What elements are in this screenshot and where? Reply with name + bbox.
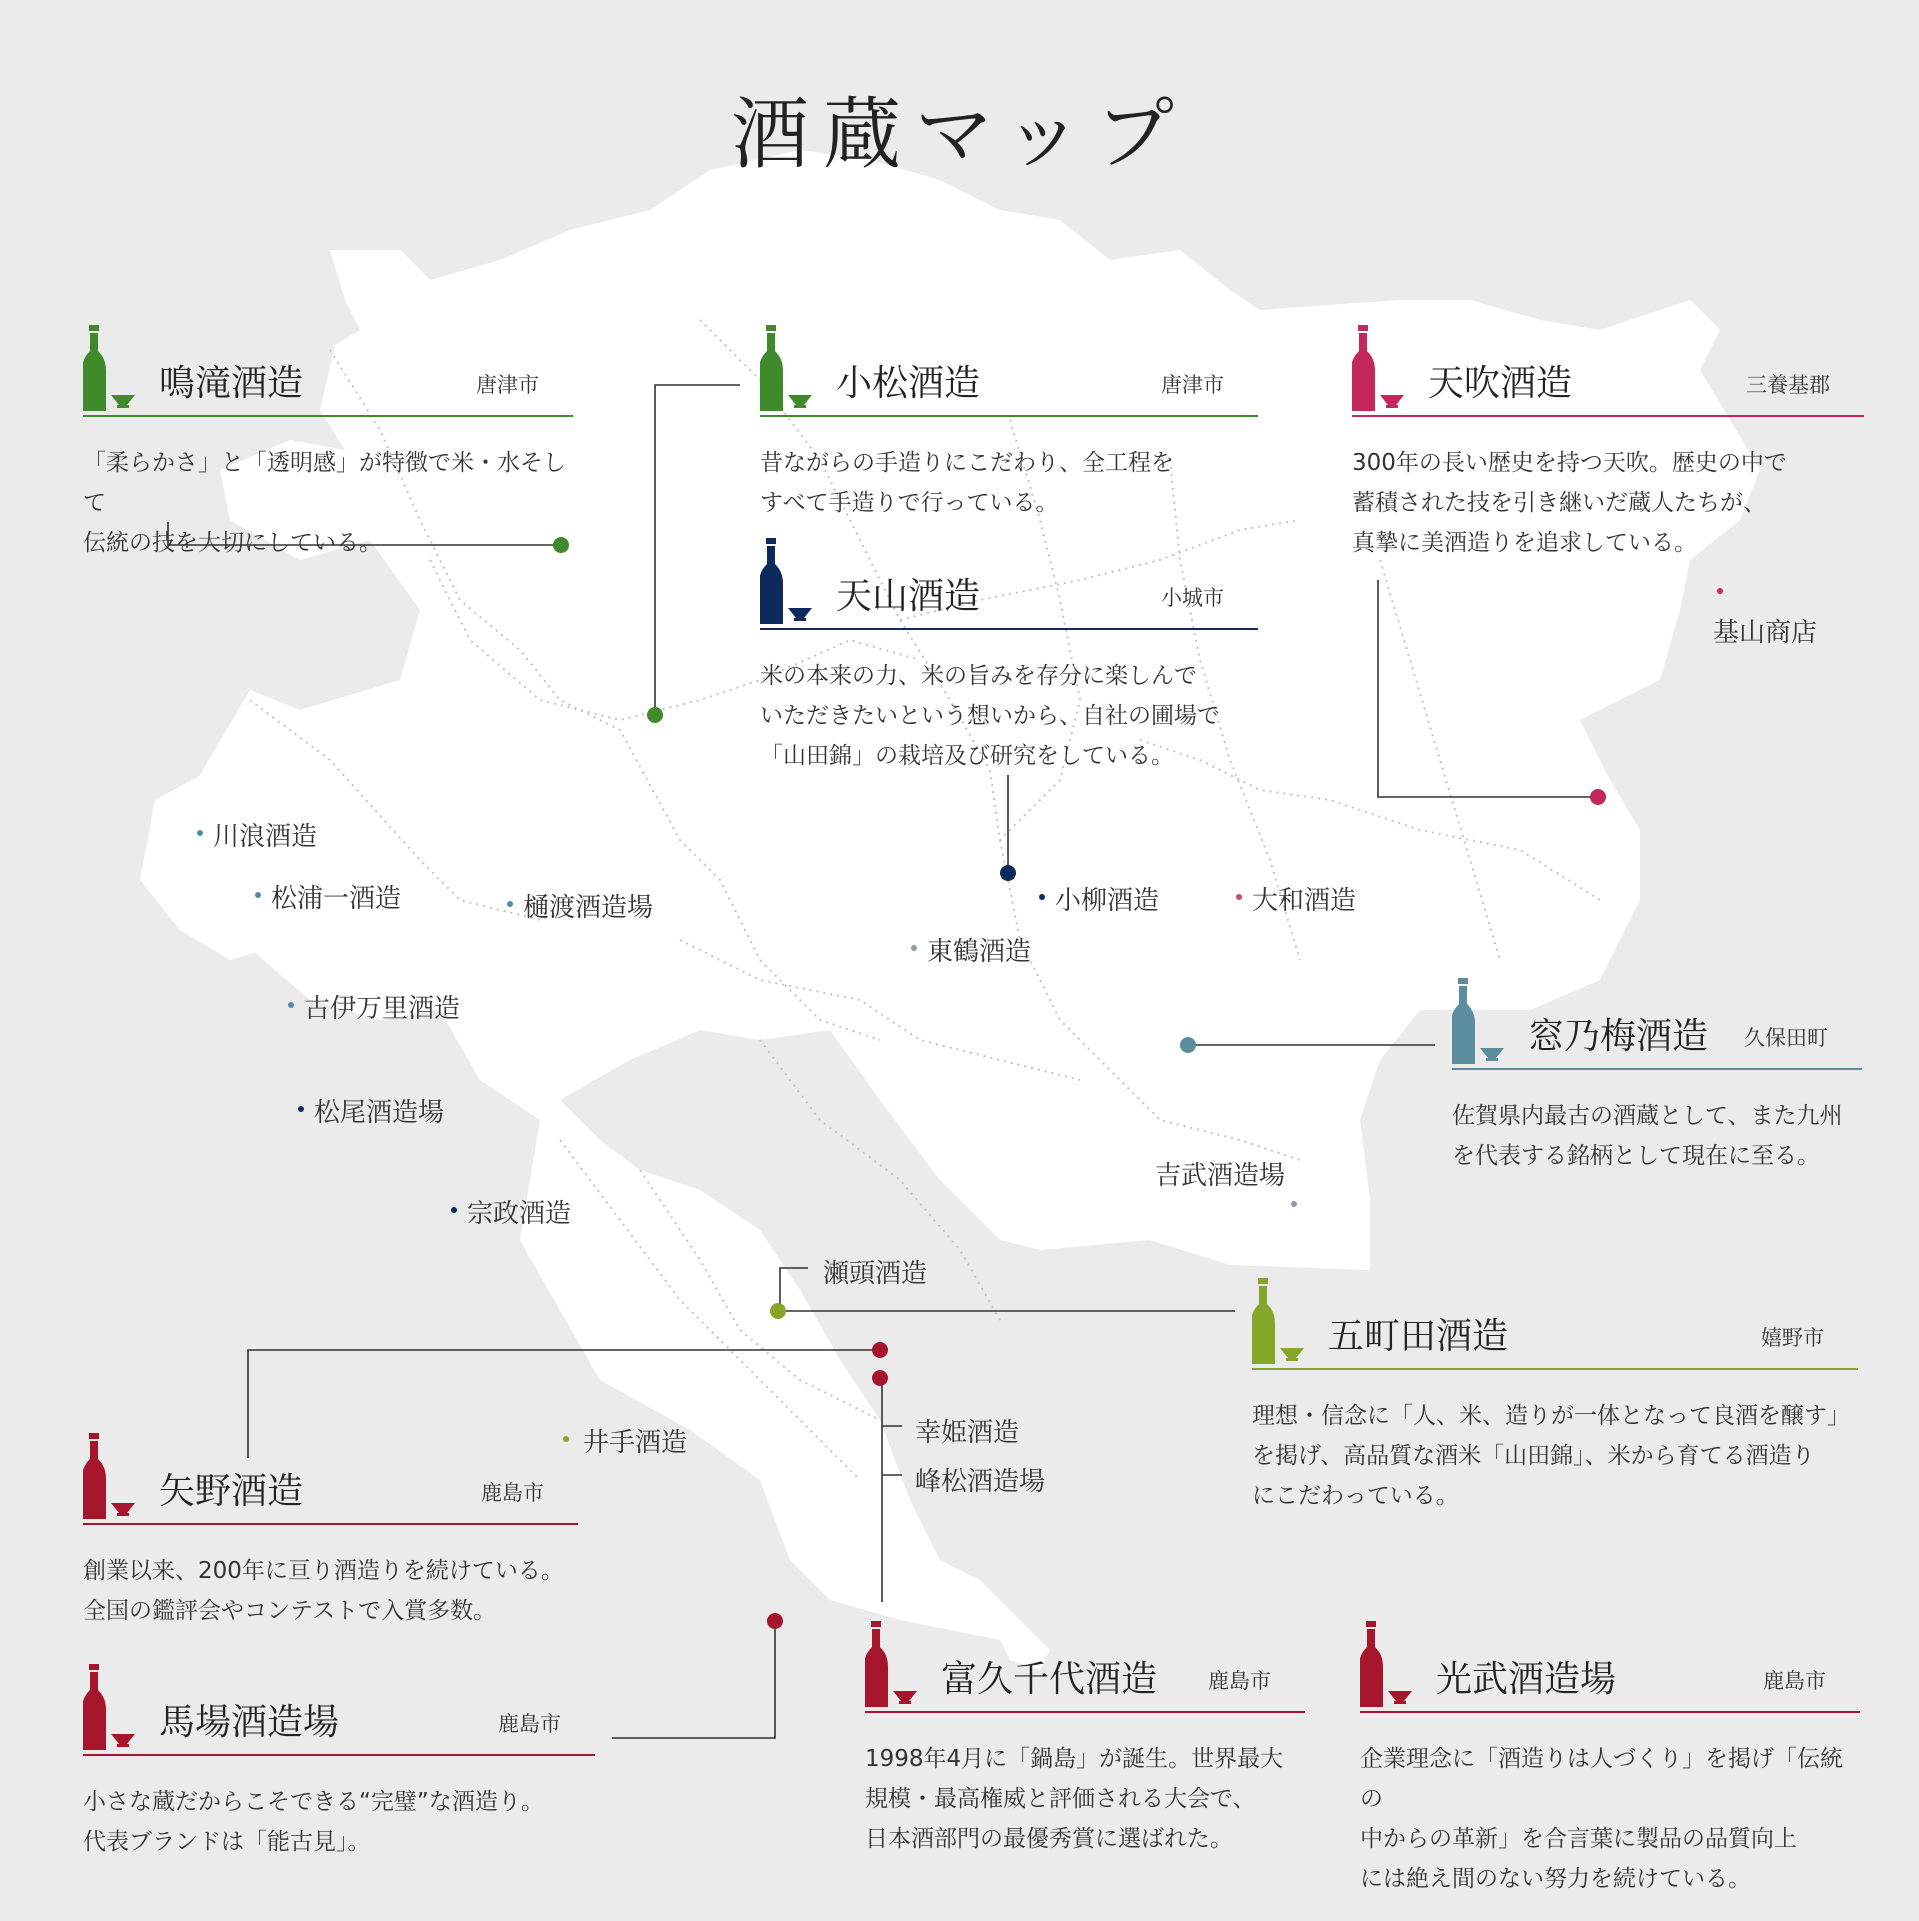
brewery-description: 300年の長い歴史を持つ天吹。歴史の中で 蓄積された技を引き継いだ蔵人たちが、 真摯に美酒造りを追求している。 xyxy=(1352,450,1787,556)
brewery-rule xyxy=(865,1711,1305,1713)
map-label-kawanami: 川浪酒造 xyxy=(213,816,317,853)
brewery-card-mitsutake xyxy=(1360,1621,1860,1899)
brewery-name: 天山酒造 xyxy=(836,576,981,617)
brewery-name: 馬場酒造場 xyxy=(159,1702,340,1743)
brewery-name: 小松酒造 xyxy=(836,363,981,404)
brewery-description: 小さな蔵だからこそできる“完璧”な酒造り。 代表ブランドは「能古見」。 xyxy=(83,1789,544,1855)
sake-bottle-icon xyxy=(865,1621,935,1715)
map-label-dot xyxy=(911,945,917,951)
map-label-dot xyxy=(1717,588,1723,594)
page-title: 酒蔵マップ xyxy=(731,90,1188,180)
sake-bottle-icon xyxy=(760,325,830,419)
brewery-card-narutaki xyxy=(83,325,573,563)
sake-bottle-icon xyxy=(1360,1621,1430,1715)
brewery-location: 小城市 xyxy=(1161,586,1224,610)
brewery-card-gochoda xyxy=(1252,1278,1858,1516)
brewery-location: 鹿島市 xyxy=(1208,1669,1271,1693)
map-label-koimari: 古伊万里酒造 xyxy=(304,988,460,1025)
map-label-kouhime: 幸姫酒造 xyxy=(915,1418,1020,1448)
marker-madonoume xyxy=(1180,1037,1196,1053)
brewery-rule xyxy=(760,628,1258,630)
brewery-name: 窓乃梅酒造 xyxy=(1528,1016,1709,1057)
map-label-dot xyxy=(1291,1201,1297,1207)
marker-baba xyxy=(767,1613,783,1629)
brewery-rule xyxy=(1252,1368,1858,1370)
brewery-name: 天吹酒造 xyxy=(1428,363,1573,404)
brewery-card-amabuki xyxy=(1352,325,1864,563)
marker-yano xyxy=(872,1342,888,1358)
map-label-ide: 井手酒造 xyxy=(583,1422,687,1459)
map-label-yamato: 大和酒造 xyxy=(1252,880,1356,917)
map-label-matsuo: 松尾酒造場 xyxy=(314,1092,444,1129)
brewery-description: 理想・信念に「人、米、造りが一体となって良酒を醸す」 を掲げ、高品質な酒米「山田錦」、米から育てる酒造り にこだわっている。 xyxy=(1252,1403,1850,1509)
brewery-description: 企業理念に「酒造りは人づくり」を掲げ「伝統の 中からの革新」を合言葉に製品の品質向上 には絶え間のない努力を続けている。 xyxy=(1360,1746,1843,1892)
map-label-dot xyxy=(1039,894,1045,900)
brewery-card-baba xyxy=(83,1664,595,1862)
sake-bottle-icon xyxy=(83,1433,153,1527)
marker-fukuchiyo xyxy=(872,1370,888,1386)
map-label-dot xyxy=(1236,894,1242,900)
brewery-description: 佐賀県内最古の酒蔵として、また九州 を代表する銘柄として現在に至る。 xyxy=(1452,1103,1843,1169)
map-label-azumatsuru: 東鶴酒造 xyxy=(927,931,1031,968)
marker-gochoda xyxy=(770,1303,786,1319)
brewery-rule xyxy=(1360,1711,1860,1713)
brewery-rule xyxy=(83,415,573,417)
brewery-rule xyxy=(760,415,1258,417)
brewery-name: 五町田酒造 xyxy=(1328,1316,1509,1357)
sake-bottle-icon xyxy=(1452,978,1522,1072)
sake-bottle-icon xyxy=(83,1664,153,1758)
marker-tenzan xyxy=(1000,865,1016,881)
map-label-yoshitake: 吉武酒造場 xyxy=(1155,1155,1285,1192)
brewery-location: 嬉野市 xyxy=(1761,1326,1824,1350)
map-label-dot xyxy=(288,1002,294,1008)
brewery-card-madonoume xyxy=(1452,978,1862,1176)
sake-bottle-icon xyxy=(1352,325,1422,419)
brewery-rule xyxy=(1352,415,1864,417)
brewery-location: 鹿島市 xyxy=(481,1481,544,1505)
brewery-name: 鳴滝酒造 xyxy=(159,363,304,404)
marker-amabuki xyxy=(1590,789,1606,805)
brewery-location: 鹿島市 xyxy=(1763,1669,1826,1693)
map-label-minematsu: 峰松酒造場 xyxy=(915,1467,1046,1497)
brewery-location: 久保田町 xyxy=(1744,1026,1828,1050)
brewery-card-yano xyxy=(83,1433,578,1631)
sake-bottle-icon xyxy=(1252,1278,1322,1372)
brewery-name: 富久千代酒造 xyxy=(941,1659,1158,1700)
brewery-card-komatsu xyxy=(760,325,1258,523)
brewery-location: 三養基郡 xyxy=(1746,373,1830,397)
brewery-description: 1998年4月に「鍋島」が誕生。世界最大 規模・最高権威と評価される大会で、 日本酒部門の最優秀賞に選ばれた。 xyxy=(865,1746,1284,1852)
brewery-location: 唐津市 xyxy=(1161,373,1224,397)
brewery-description: 「柔らかさ」と「透明感」が特徴で米・水そして 伝統の技を大切にしている。 xyxy=(83,450,566,556)
map-label-kiyama: 基山商店 xyxy=(1713,612,1817,649)
brewery-description: 昔ながらの手造りにこだわり、全工程を すべて手造りで行っている。 xyxy=(760,450,1174,516)
map-label-munemasa: 宗政酒造 xyxy=(467,1193,571,1230)
brewery-name: 光武酒造場 xyxy=(1436,1659,1617,1700)
marker-komatsu xyxy=(647,707,663,723)
brewery-rule xyxy=(1452,1068,1862,1070)
sake-bottle-icon xyxy=(760,538,830,632)
brewery-description: 米の本来の力、米の旨みを存分に楽しんで いただきたいという想いから、自社の圃場で 「山田錦」の栽培及び研究をしている。 xyxy=(760,663,1220,769)
map-label-dot xyxy=(197,830,203,836)
brewery-card-tenzan xyxy=(760,538,1258,776)
map-label-dot xyxy=(451,1207,457,1213)
map-label-dot xyxy=(507,901,513,907)
map-label-hiwatashi: 樋渡酒造場 xyxy=(523,887,653,924)
brewery-rule xyxy=(83,1754,595,1756)
brewery-name: 矢野酒造 xyxy=(159,1471,304,1512)
map-label-koyanagi: 小柳酒造 xyxy=(1055,880,1159,917)
brewery-description: 創業以来、200年に亘り酒造りを続けている。 全国の鑑評会やコンテストで入賞多数。 xyxy=(83,1558,564,1624)
map-label-seto: 瀬頭酒造 xyxy=(823,1259,928,1289)
brewery-rule xyxy=(83,1523,578,1525)
brewery-location: 鹿島市 xyxy=(498,1712,561,1736)
brewery-card-fukuchiyo xyxy=(865,1621,1305,1859)
map-label-matsuraichi: 松浦一酒造 xyxy=(271,878,401,915)
map-label-dot xyxy=(255,892,261,898)
brewery-location: 唐津市 xyxy=(476,373,539,397)
map-label-dot xyxy=(298,1106,304,1112)
sake-bottle-icon xyxy=(83,325,153,419)
